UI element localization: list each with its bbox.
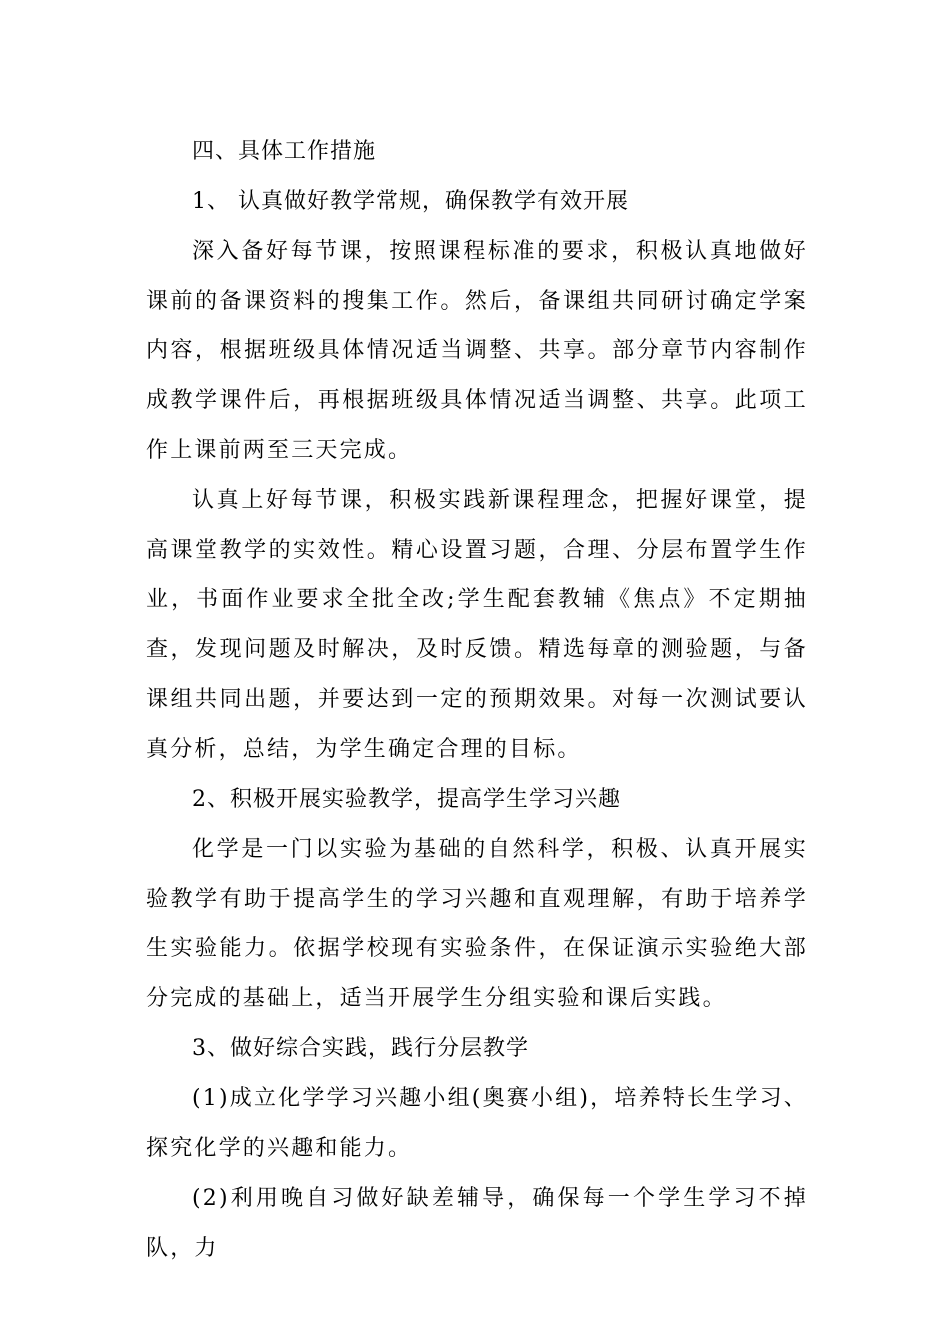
section-heading: 四、具体工作措施 [192,139,377,164]
item3-subitem-2: (2)利用晚自习做好缺差辅导，确保每一个学生学习不掉队，力 [146,1186,808,1261]
item3-subitem-1: (1)成立化学学习兴趣小组(奥赛小组)，培养特长生学习、探究化学的兴趣和能力。 [146,1086,808,1161]
item1-paragraph-2: 认真上好每节课，积极实践新课程理念，把握好课堂，提高课堂教学的实效性。精心设置习题，合理、分层布置学生作业，书面作业要求全批全改;学生配套教辅《焦点》不定期抽查，发现问题及时解决，及时反馈。精选每章的测验题，与备课组共同出题，并要达到一定的预期效果。对每一次测试要认真分析，总结，为学生确定合理的目标。 [146,488,808,762]
item3-heading: 3、做好综合实践，践行分层教学 [192,1036,529,1061]
item2-heading: 2、积极开展实验教学，提高学生学习兴趣 [192,787,621,812]
item2-paragraph: 化学是一门以实验为基础的自然科学，积极、认真开展实验教学有助于提高学生的学习兴趣和直观理解，有助于培养学生实验能力。依据学校现有实验条件，在保证演示实验绝大部分完成的基础上，适当开展学生分组实验和课后实践。 [146,837,808,1012]
item1-heading: 1、 认真做好教学常规，确保教学有效开展 [192,189,629,214]
item1-paragraph-1: 深入备好每节课，按照课程标准的要求，积极认真地做好课前的备课资料的搜集工作。然后，备课组共同研讨确定学案内容，根据班级具体情况适当调整、共享。部分章节内容制作成教学课件后，再根据班级具体情况适当调整、共享。此项工作上课前两至三天完成。 [146,239,808,463]
